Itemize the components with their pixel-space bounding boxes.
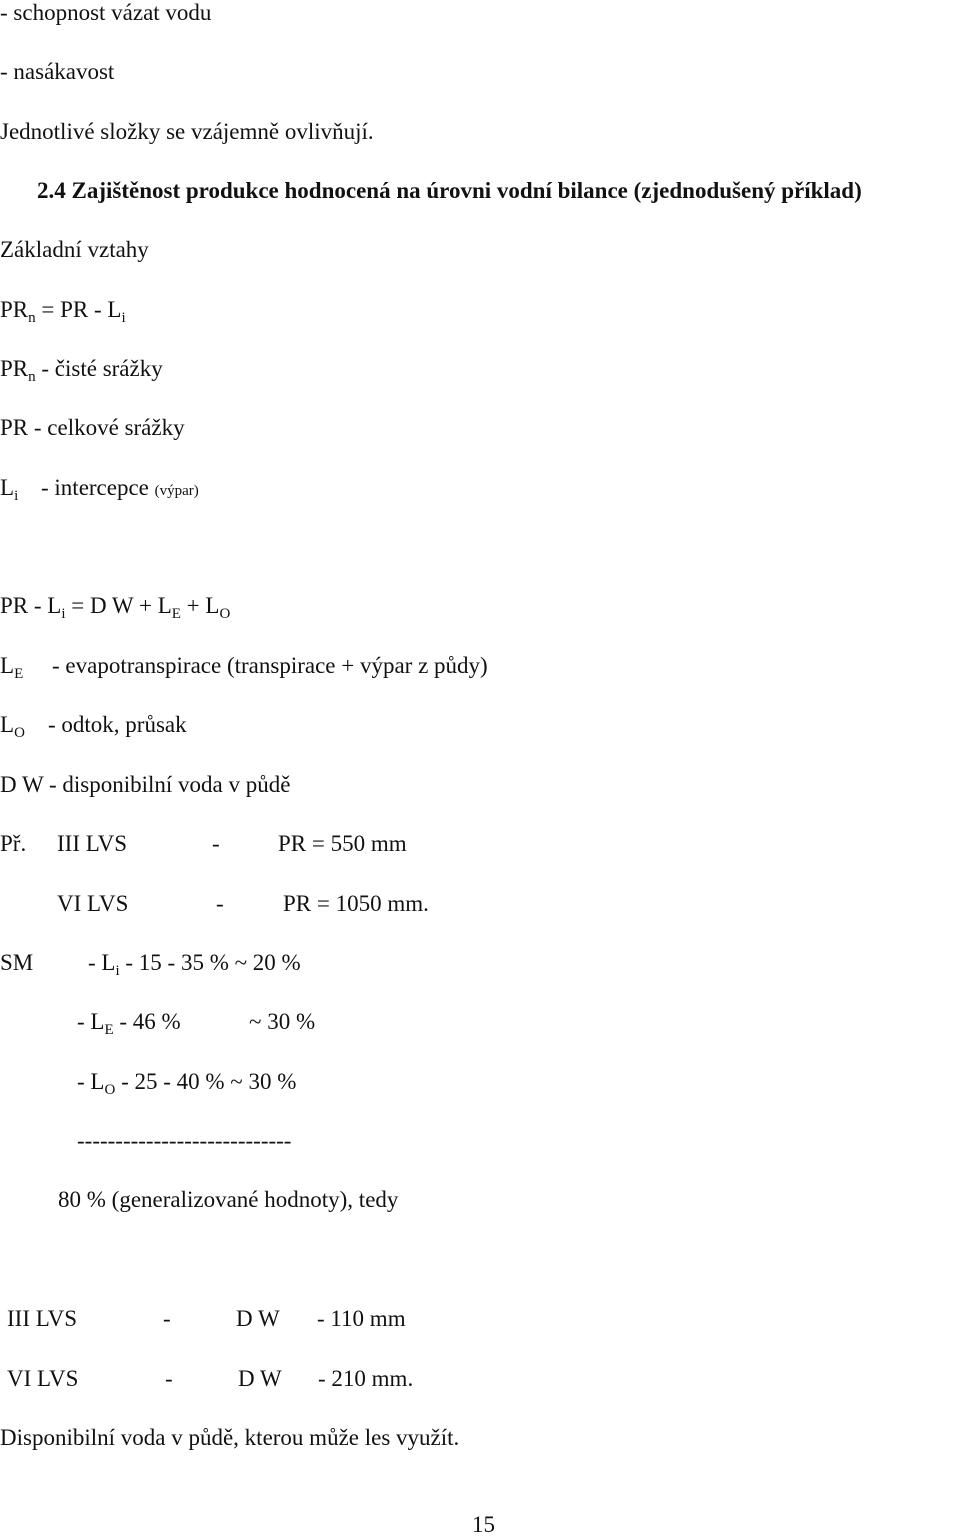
section-title: Zajištěnost produkce hodnocená na úrovni vodní bilance (zjednodušený příklad) xyxy=(71,178,862,203)
equation-net-precipitation: $PR_n$ = PR - $L_i$ xyxy=(0,297,126,326)
definition-dw: D W - disponibilní voda v půdě xyxy=(0,772,291,797)
page-number: 15 xyxy=(472,1512,495,1537)
list-item-water-binding: - schopnost vázat vodu xyxy=(0,0,212,25)
sm-row-li: SM - $L_i - 15 - 35$ % ~ 20 % xyxy=(0,950,301,979)
conclusion-sentence: Disponibilní voda v půdě, kterou může les využít. xyxy=(0,1425,460,1450)
definition-lo: $L_O$ - odtok, průsak xyxy=(0,712,187,741)
definition-prn: $PR_n$ - čisté srážky xyxy=(0,356,163,385)
sum-total: 80 % (generalizované hodnoty), tedy xyxy=(58,1187,399,1212)
definition-li: $L_i$ - intercepce (výpar) xyxy=(0,475,199,504)
equation-water-balance: PR - $L_i = D$ $W + L_E + L_O$ xyxy=(0,593,231,622)
definition-le: $L_E$ - evapotranspirace (transpirace + výpar z půdy) xyxy=(0,653,488,682)
section-number: 2.4 xyxy=(37,178,66,203)
example-row-1: Př. III LVS - PR = 550 mm xyxy=(0,831,407,856)
list-item-absorbency: - nasákavost xyxy=(0,59,115,84)
definition-pr: PR - celkové srážky xyxy=(0,415,185,440)
intro-sentence: Jednotlivé složky se vzájemně ovlivňují. xyxy=(0,119,374,144)
sum-divider: ---------------------------- xyxy=(77,1128,292,1153)
section-heading xyxy=(37,179,862,202)
basic-relations-label: Základní vztahy xyxy=(0,237,149,262)
